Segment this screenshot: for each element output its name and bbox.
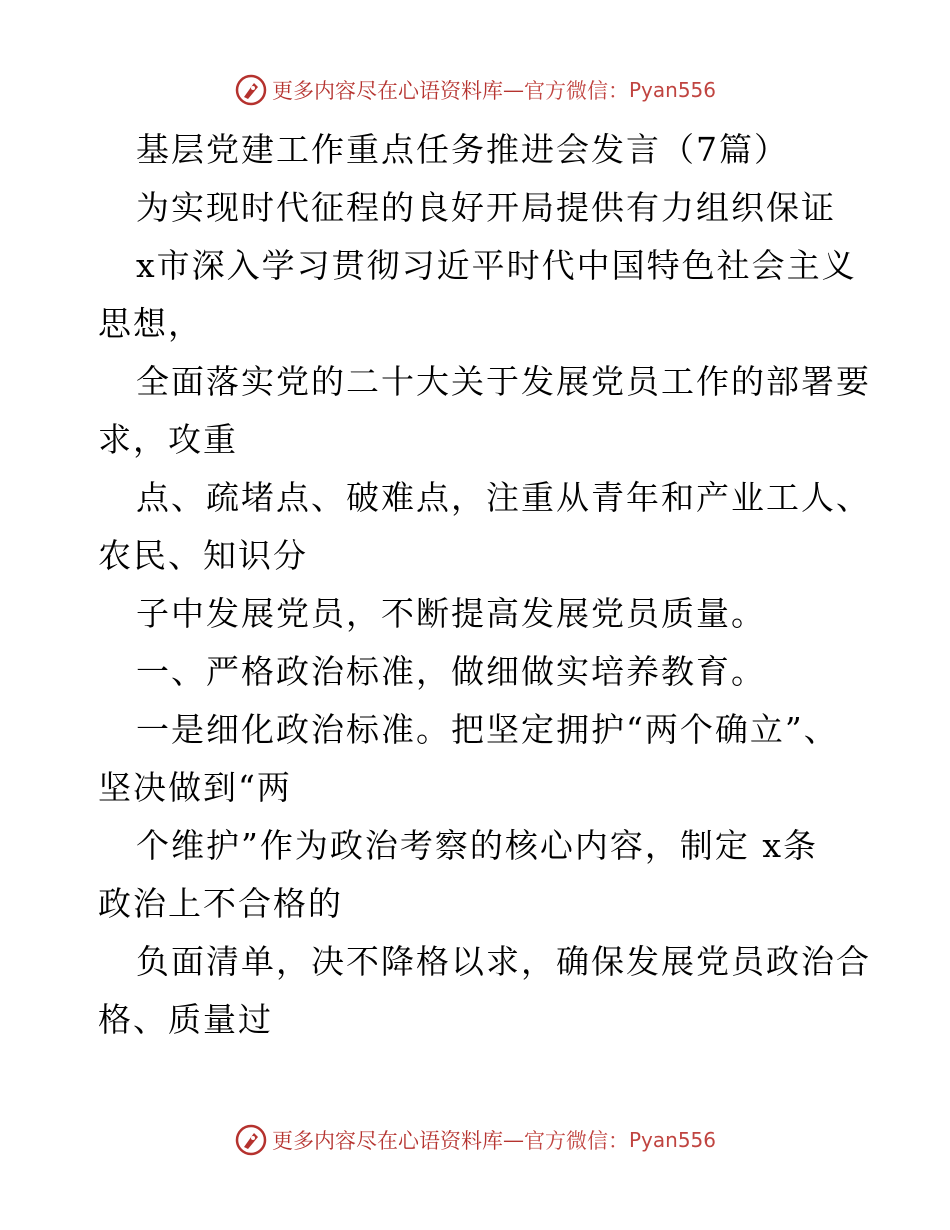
text-line: 思想， [98, 304, 203, 343]
pen-nib-circle-icon [234, 73, 268, 107]
text-line: 求，攻重 [98, 420, 238, 459]
watermark-main-text: 更多内容尽在心语资料库 [271, 1129, 503, 1153]
footer-watermark [0, 1120, 950, 1160]
text-line: 坚决做到“两 [98, 768, 292, 807]
pen-nib-circle-icon [234, 1123, 268, 1157]
section-heading: 一、严格政治标准，做细做实培养教育。 [136, 652, 766, 691]
text-line: 格、质量过 [98, 1000, 273, 1039]
text-line: 子中发展党员，不断提高发展党员质量。 [136, 594, 766, 633]
header-watermark [0, 70, 950, 110]
watermark-wechat-id: Pyan556 [628, 78, 716, 102]
watermark-sub-text: 官方微信： [523, 1129, 629, 1153]
text-line: 一是细化政治标准。把坚定拥护“两个确立”、 [136, 710, 839, 749]
document-subtitle: 为实现时代征程的良好开局提供有力组织保证 [136, 188, 836, 227]
text-line: 政治上不合格的 [98, 884, 343, 923]
watermark-wechat-id: Pyan556 [628, 1128, 716, 1152]
watermark-dash: — [502, 1128, 524, 1152]
text-line: 负面清单，决不降格以求，确保发展党员政治合 [136, 942, 871, 981]
document-title: 基层党建工作重点任务推进会发言（7篇） [136, 130, 789, 169]
document-body [98, 121, 898, 1049]
text-line: 点、疏堵点、破难点，注重从青年和产业工人、 [136, 478, 871, 517]
text-line: 全面落实党的二十大关于发展党员工作的部署要 [136, 362, 871, 401]
watermark-main-text: 更多内容尽在心语资料库 [271, 79, 503, 103]
text-line: x市深入学习贯彻习近平时代中国特色社会主义 [136, 246, 857, 285]
watermark-sub-text: 官方微信： [523, 79, 629, 103]
watermark-dash: — [502, 78, 524, 102]
text-line: 个维护”作为政治考察的核心内容，制定 x条 [136, 826, 818, 865]
text-line: 农民、知识分 [98, 536, 308, 575]
